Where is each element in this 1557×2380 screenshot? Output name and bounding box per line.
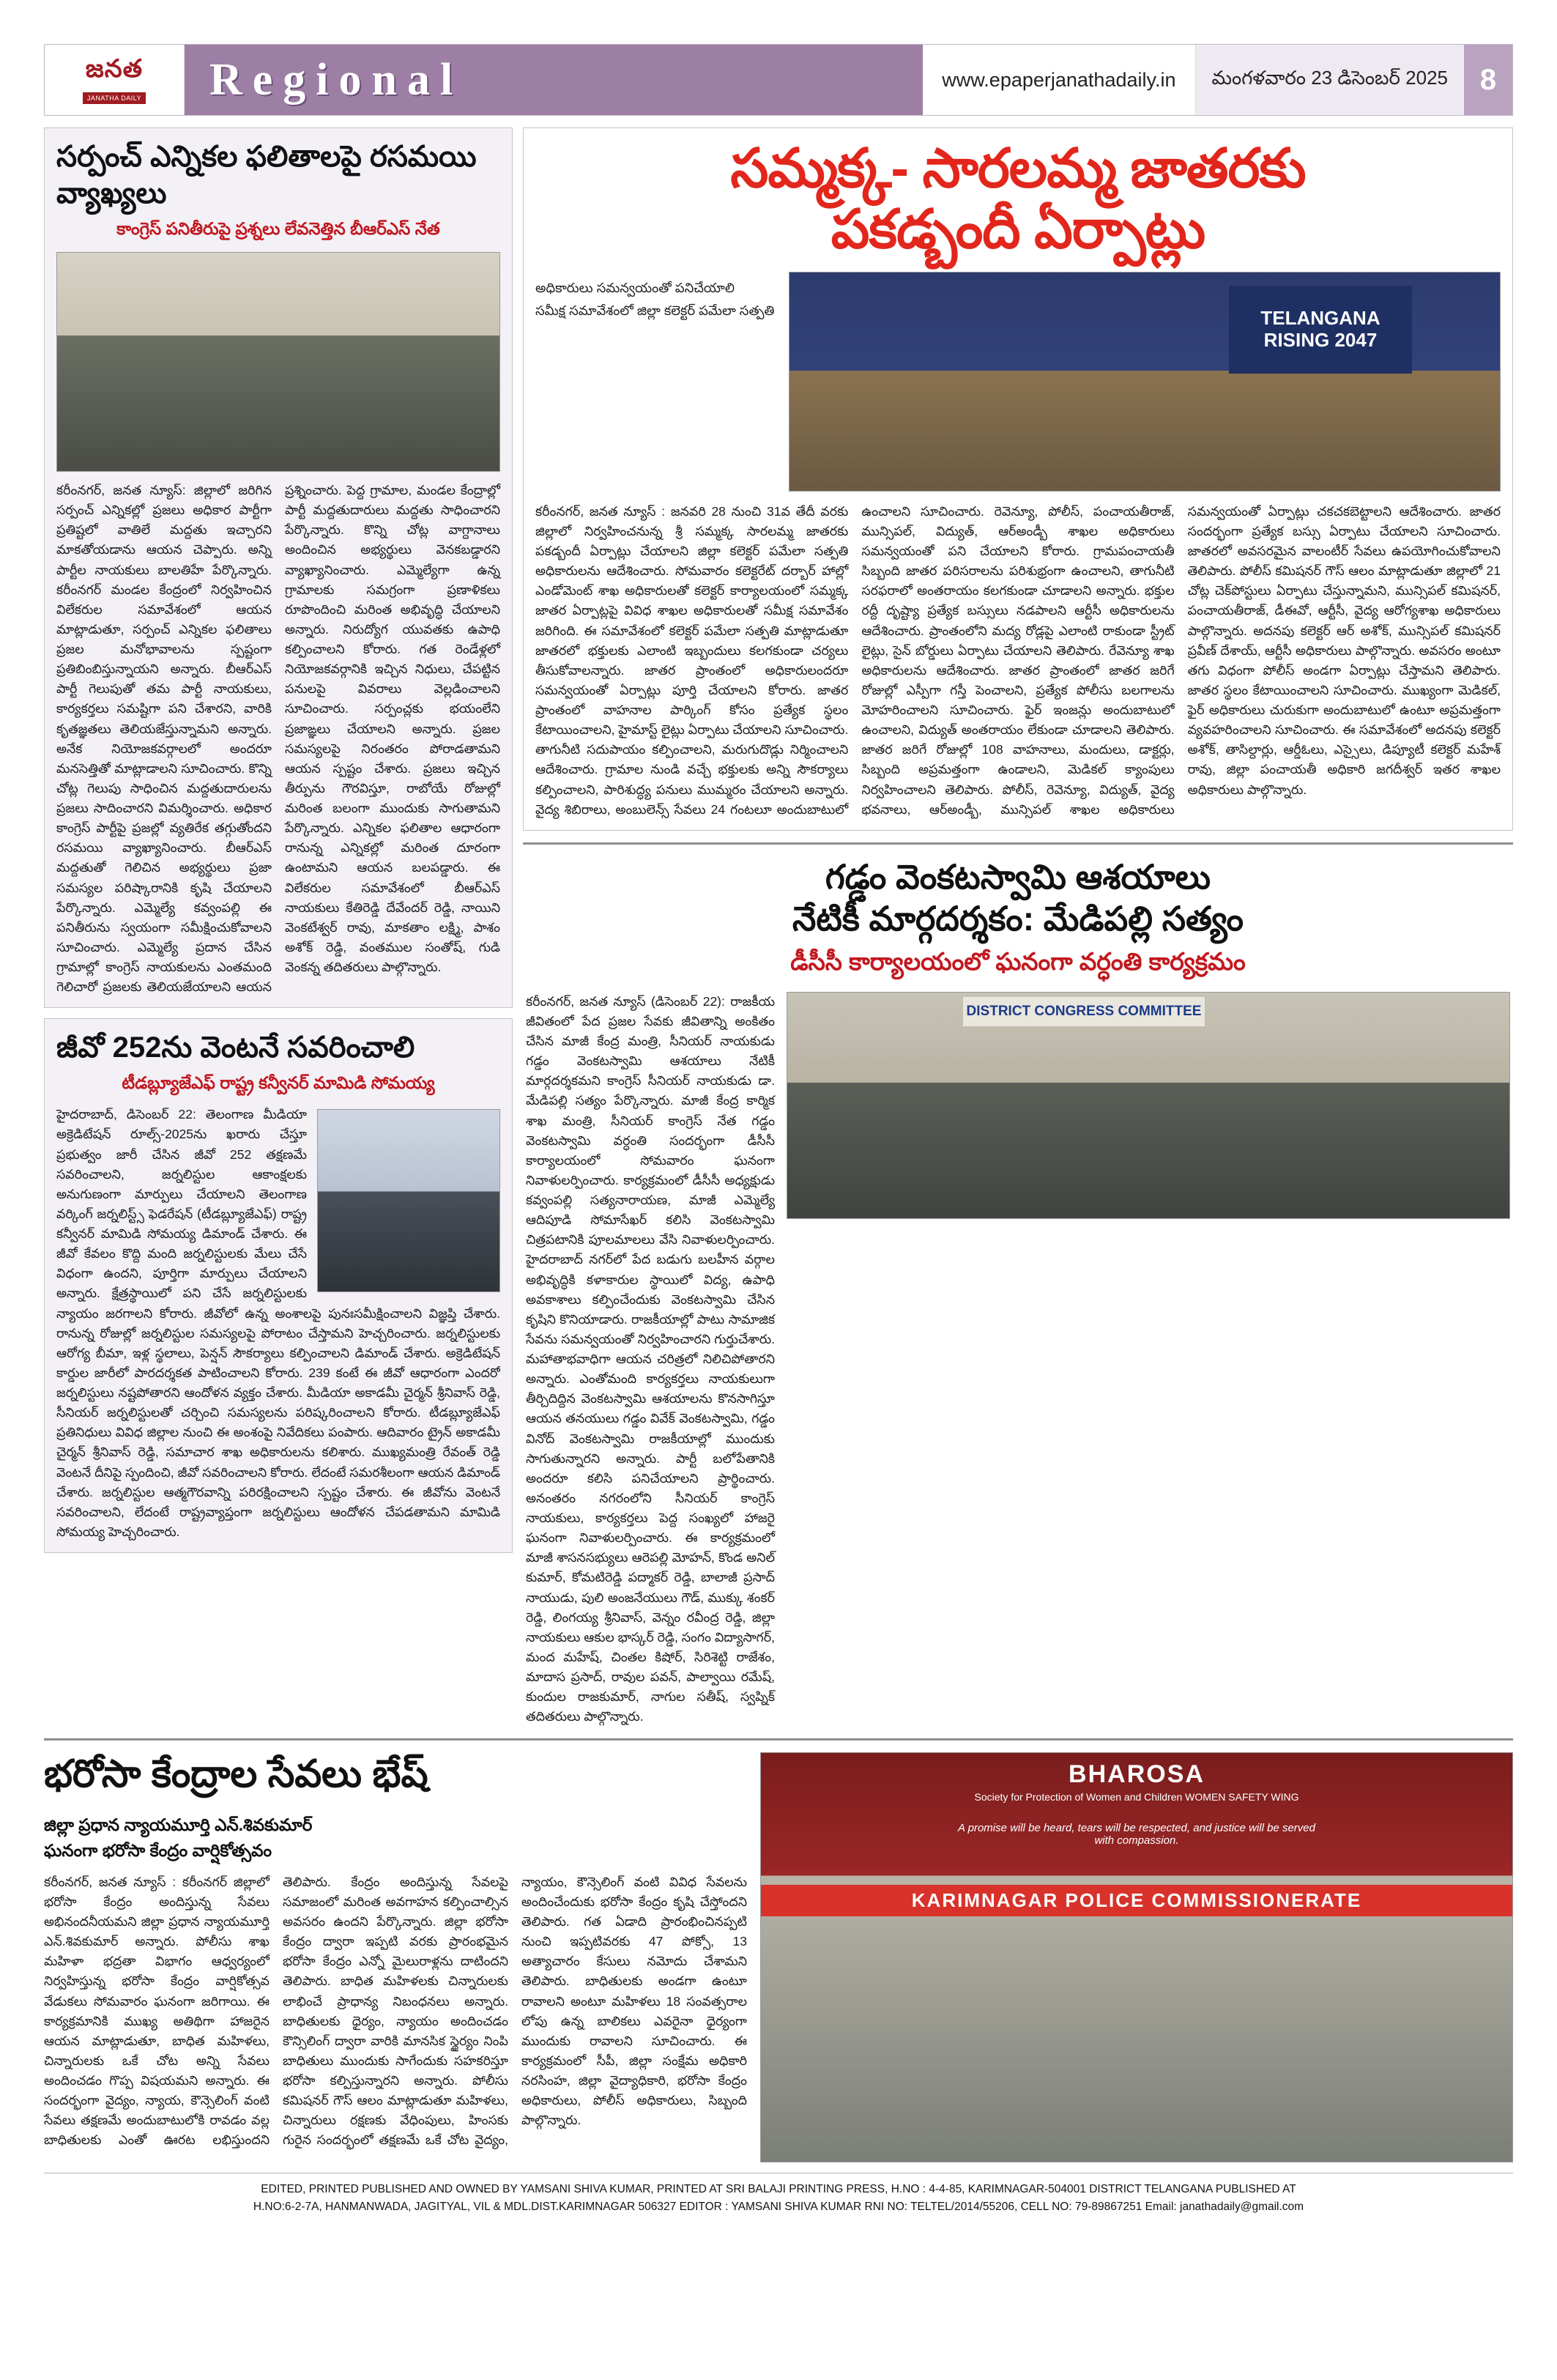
sarpanch-body: కరీంనగర్, జనత న్యూస్: జిల్లాలో జరిగిన సర్పంచ్ ఎన్నికల్లో ప్రజలు అధికార పార్టీగా ప్రతిష్టలో వాతిలే మద్దతు ఇచ్చారని మాకతోయడాను ఆయన చెప్పారు. అన్ని పార్టీల నాయకులు బాలతిహే పేర్కొన్నారు. కరీంనగర్ మండల కేంద్రంలో నిర్వహించిన విలేకరుల సమావేశంలో ఆయన మాట్లాడుతూ, సర్పంచ్ ఎన్నికల ఫలితాలు ప్రజల మనోభావాలను స్పష్టంగా ప్రతిబింబిస్తున్నాయని అన్నారు. బీఆర్ఎస్ పార్టీ గెలుపుతో తమ పార్టీ నాయకులు, కార్యకర్తలు సమష్టిగా పని చేశారని, వారికి కృతజ్ఞతలు తెలియజేస్తున్నామని అన్నారు. అనేక నియోజకవర్గాలలో అందరూ మనసెత్తితో మాట్లాడాలని సూచించారు. కొన్ని చోట్ల గెలుపు సాధించిన మద్దతుదారులను ప్రజలు సాదించారని విమర్శించారు. అధికార కాంగ్రెస్ పార్టీపై ప్రజల్లో వ్యతిరేక తగ్గుతోందని రసమయి వ్యాఖ్యానించారు. బీఆర్ఎస్ మద్దతుతో గెలిచిన అభ్యర్థులు ప్రజా సమస్యల పరిష్కారానికి కృషి చేయాలని పేర్కొన్నారు. ఎమ్మెల్యే కవ్వంపల్లి ఈ పనితీరును స్వయంగా సమీక్షించుకోవాలని సూచించారు. ఎమ్మెల్యే ప్రదాన చేసిన గ్రామాల్లో కాంగ్రెస్ నాయకులను ఎంతమంది గెలిచారో ప్రజలకు తెలియజేయాలని ఆయన ప్రశ్నించారు. పెద్ద గ్రామాల, మండల కేంద్రాల్లో పార్టీ మద్దతుదారులు మద్దతు సాధించారని పేర్కొన్నారు. కొన్ని చోట్ల వాగ్దానాలు అందించిన అభ్యర్థులు వెనకబడ్డారని వ్యాఖ్యానించారు. ఎమ్మెల్యేగా ఉన్న గ్రామాలకు సమగ్రంగా ప్రణాళికలు రూపొందించి మరింత అభివృద్ధి చేయాలని అన్నారు. నిరుద్యోగ యువతకు ఉపాధి కల్పించాలని కోరారు. గత రెండేళ్లలో నియోజకవర్గానికి ఇచ్చిన నిధులు, చేపట్టిన పనులపై వివరాలు వెల్లడించాలని సూచించారు. సర్పంచ్లకు భయంలేని ప్రజాఙ్ఞలు చేయాలని అన్నారు. ప్రజల సమస్యలపై నిరంతరం పోరాడతామని ఆయన స్పష్టం చేశారు. ప్రజలు ఇచ్చిన తీర్పును గౌరవిస్తూ, రాబోయే రోజుల్లో మరింత బలంగా ముందుకు సాగుతామని పేర్కొన్నారు. ఎన్నికల ఫలితాల ఆధారంగా రానున్న ఎన్నికల్లో మరింత దూరంగా ఉంటామని ఆయన బలపడ్డారు. ఈ విలేకరుల సమావేశంలో బీఆర్ఎస్ నాయకులు కేతిరెడ్డి దేవేందర్ రెడ్డి, నాయిని వెంకటేశ్వర్ రావు, మాకతాం లక్ష్మి, పాశం అశోక్ రెడ్డి, వంతముల సంతోష్, గుడి వెంకన్న తదితరులు పాల్గొన్నారు. bbox=[56, 483, 500, 995]
photo-banner-bharosa: BHAROSA bbox=[1069, 1760, 1205, 1789]
logo-word: జనత bbox=[85, 56, 144, 83]
bharosa-body: కరీంనగర్, జనత న్యూస్ : కరీంనగర్ జిల్లాలో భరోసా కేంద్రం అందిస్తున్న సేవలు అభినందనీయమని జిల్లా ప్రధాన న్యాయమూర్తి ఎన్.శివకుమార్ అన్నారు. పోలీసు శాఖ మహిళా భద్రతా విభాగం ఆధ్వర్యంలో నిర్వహిస్తున్న భరోసా కేంద్రం వార్షికోత్సవ వేడుకలు సోమవారం ఘనంగా జరిగాయి. ఈ కార్యక్రమానికి ముఖ్య అతిథిగా హాజరైన ఆయన మాట్లాడుతూ, బాధిత మహిళలు, చిన్నారులకు ఒకే చోట అన్ని సేవలు అందించడం గొప్ప విషయమని అన్నారు. ఈ సందర్భంగా వైద్యం, న్యాయ, కౌన్సెలింగ్ వంటి సేవలు తక్షణమే అందుబాటులోకి రావడం వల్ల బాధితులకు ఎంతో ఊరట లభిస్తుందని తెలిపారు. కేంద్రం అందిస్తున్న సేవలపై సమాజంలో మరింత అవగాహన కల్పించాల్సిన అవసరం ఉందని పేర్కొన్నారు. జిల్లా భరోసా కేంద్రం ద్వారా ఇప్పటి వరకు ప్రారంభమైన భరోసా కేంద్రం ఎన్నో మైలురాళ్లను దాటిందని తెలిపారు. బాధిత మహిళలకు చిన్నారులకు లాభించే ప్రాధాన్య నిబంధనలు అన్నారు. బాధితులకు ధైర్యం, న్యాయం అందించడం కౌన్సిలింగ్ ద్వారా వారికి మానసిక స్థైర్యం నింపి బాధితులు ముందుకు సాగేందుకు సహకరిస్తూ భరోసా కల్పిస్తున్నారని అన్నారు. పోలీసు కమిషనర్ గౌస్ ఆలం మాట్లాడుతూ మహిళలు, చిన్నారులు రక్షణకు వేధింపులు, హింసకు గురైన సందర్భంలో తక్షణమే ఒకే చోట వైద్యం, న్యాయం, కౌన్సెలింగ్ వంటి వివిధ సేవలను అందించేందుకు భరోసా కేంద్రం కృషి చేస్తోందని తెలిపారు. గత ఏడాది ప్రారంభించినప్పటి నుంచి ఇప్పటివరకు 47 పోక్సో, 13 అత్యాచారం కేసులు నమోదు చేశామని తెలిపారు. బాధితులకు అండగా ఉంటూ రావాలని అంటూ మహిళలు 18 సంవత్సరాల లోపు ఉన్న బాలికలు ఎవరైనా ధైర్యంగా ముందుకు రావాలని సూచించారు. ఈ కార్యక్రమంలో సీపీ, జిల్లా సంక్షేమ అధికారి నరసింహ, జిల్లా వైద్యాధికారి, భరోసా కేంద్రం అధికారులు, పోలీస్ అధికారులు, సిబ్బంది పాల్గొన్నారు. bbox=[44, 1874, 747, 2148]
dcc-office-anniversary-photo bbox=[787, 992, 1510, 1219]
photo-banner-commissionerate: KARIMNAGAR POLICE COMMISSIONERATE bbox=[761, 1885, 1512, 1916]
divider bbox=[523, 842, 1513, 845]
photo-banner-dcc: DISTRICT CONGRESS COMMITTEE bbox=[963, 997, 1205, 1026]
section-banner bbox=[185, 45, 923, 115]
sarpanch-subhead: కాంగ్రెస్ పనితీరుపై ప్రశ్నలు లేవనెత్తిన బీఆర్ఎస్ నేత bbox=[116, 219, 440, 238]
photo-banner-wing: Society for Protection of Women and Children WOMEN SAFETY WING bbox=[974, 1791, 1299, 1803]
gaddam-body-lead: కరీంనగర్, జనత న్యూస్ (డిసెంబర్ 22): రాజకీయ జీవితంలో పేద ప్రజల సేవకు జీవితాన్ని అంకితం చేసిన మాజీ కేంద్ర మంత్రి, సీనియర్ నాయకుడు గడ్డం వెంకటస్వామి ఆశయాలు నేటికీ మార్గదర్శకమని కాంగ్రెస్ సీనియర్ నాయకుడు డా. మేడిపల్లి సత్యం పేర్కొన్నారు. మాజీ కేంద్ర కార్మిక శాఖ మంత్రి, సీనియర్ కాంగ్రెస్ నేత గడ్డం వెంకటస్వామి వర్ధంతి సందర్భంగా డీసీసీ కార్యాలయంలో సోమవారం ఘనంగా నివాళులర్పించారు. కార్యక్రమంలో డీసీసీ అధ్యక్షుడు కవ్వంపల్లి సత్యనారాయణ, మాజీ ఎమ్మెల్యే ఆదిపూడి సోమాసేఖర్ కలిసి వెంకటస్వామి చిత్రపటానికి పూలమాలలు వేసి నివాళులర్పించారు. హైదరాబాద్ నగర్‌లో పేద బడుగు బలహీన వర్గాల అభివృద్ధికి కళాకారుల స్థాయిలో విద్య, ఉపాధి అవకాశాలు కల్పించేందుకు వెంకటస్వామి చేసిన కృషిని కొనియాడారు. రాజకీయాల్లో పాటు సామాజిక సేవను సమన్వయంతో నిర్వహించారని గుర్తుచేశారు. మహాతాభవాధిగా ఆయన చరిత్రలో నిలిచిపోతారని అన్నారు. ఎంతోమంది కార్యకర్తలు నాయకులుగా తీర్చిదిద్దిన వెంకటస్వామి ఆశయాలను కొనసాగిస్తూ ఆయన తనయులు గడ్డం వివేక్ వెంకటస్వామి, గడ్డం వినోద్ వెంకటస్వామి రాజకీయాల్లో ముందుకు సాగుతున్నారని అన్నారు. పార్టీ బలోపేతానికి అందరూ కలిసి పనిచేయాలని ప్రార్థించారు. అనంతరం నగరంలోని సీనియర్ కాంగ్రెస్ నాయకులు, కార్యకర్తలు పెద్ద సంఖ్యలో హాజరై ఘనంగా నివాళులర్పించారు. ఈ కార్యక్రమంలో మాజీ శాసనసభ్యులు ఆరెపల్లి మోహన్, కొండ అనిల్ కుమార్, కోమటిరెడ్డి పద్మాకర్ రెడ్డి, బాలాజీ ప్రసాద్ నాయుడు, పులి అంజనేయులు గౌడ్, ముక్కు శంకర్ రెడ్డి, లింగయ్య శ్రీనివాస్, వెన్నం రవీంద్ర రెడ్డి, జిల్లా నాయకులు ఆకుల భాస్కర్ రెడ్డి, సంగం విద్యాసాగర్, మంద మహేష్, చింతల కిషోర్, సిరిశెట్టి రాజేశం, మాదాస ప్రసాద్, రావుల పవన్, పాల్వాయి రమేష్, కుందుల రాజకుమార్, నాగుల సతీష్, స్వప్నిక్ తదితరులు పాల్గొన్నారు. bbox=[526, 993, 775, 1724]
gaddam-headline-2: నేటికీ మార్గదర్శకం: మేడిపల్లి సత్యం bbox=[792, 900, 1244, 938]
gvo-article bbox=[44, 1018, 513, 1553]
divider-lower bbox=[44, 1738, 1513, 1740]
website-url[interactable]: www.epaperjanathadaily.in bbox=[923, 45, 1194, 115]
main-column bbox=[523, 127, 1513, 1727]
jathara-article bbox=[523, 127, 1513, 831]
gvo-body: హైదరాబాద్, డిసెంబర్ 22: తెలంగాణ మీడియా అక్రెడిటేషన్ రూల్స్-2025ను ఖరారు చేస్తూ ప్రభుత్వం జారీ చేసిన జీవో 252 తక్షణమే సవరించాలని, జర్నలిస్టుల ఆకాంక్షలకు అనుగుణంగా మార్పులు చేయాలని తెలంగాణ వర్కింగ్ జర్నలిస్ట్స్ ఫెడరేషన్ (టీడబ్ల్యూజేఎఫ్) రాష్ట్ర కన్వీనర్ మామిడి సోమయ్య డిమాండ్ చేశారు. ఈ జీవో కేవలం కొద్ది మంది జర్నలిస్టులకు మేలు చేసే విధంగా ఉందని, పూర్తిగా మార్పులు చేయాలని అన్నారు. క్షేత్రస్థాయిలో పని చేసే జర్నలిస్టులకు న్యాయం జరగాలని కోరారు. జీవోలో ఉన్న అంశాలపై పునఃసమీక్షించాలని విజ్ఞప్తి చేశారు. రానున్న రోజుల్లో జర్నలిస్టుల సమస్యలపై పోరాటం చేస్తామని హెచ్చరించారు. జర్నలిస్టులకు ఆరోగ్య బీమా, ఇళ్ల స్థలాలు, పెన్షన్ సౌకర్యాలు కల్పించాలని డిమాండ్ చేశారు. అక్రెడిటేషన్ కార్డుల జారీలో పారదర్శకత పాటించాలని కోరారు. 239 కంటే ఈ జీవో ఆధారంగా ఎందరో జర్నలిస్టులు నష్టపోతారని ఆందోళన వ్యక్తం చేశారు. మీడియా అకాడమీ చైర్మన్ శ్రీనివాస్ రెడ్డి, సీనియర్ జర్నలిస్టులతో చర్చించి సమస్యలను పరిష్కరించాలని కోరారు. టీడబ్ల్యూజేఎఫ్ ప్రతినిధులు వివిధ జిల్లాల నుంచి ఈ అంశంపై నివేదికలు పంపారు. ఆదివారం ట్రైన్ అకాడమీ చైర్మన్ శ్రీనివాస్ రెడ్డి, సమాచార శాఖ అధికారులను కలిశారు. ముఖ్యమంత్రి రేవంత్ రెడ్డి వెంటనే దీనిపై స్పందించి, జీవో సవరించాలని కోరారు. లేదంటే సమరశీలంగా ఆయన డిమాండ్ చేశారు. జర్నలిస్టుల ఆత్మగౌరవాన్ని పరిరక్షించాలని స్పష్టం చేశారు. ఈ జీవోను వెంటనే సవరించాలని, లేదంటే రాష్ట్రవ్యాప్తంగా జర్నలిస్టులు ఆందోళన చేపడతామని మామిడి సోమయ్య హెచ్చరించారు. bbox=[56, 1107, 500, 1539]
bharosa-centre-event-photo bbox=[760, 1752, 1513, 2162]
bharosa-section bbox=[44, 1752, 1513, 2162]
photo-banner-telangana-rising: TELANGANA RISING 2047 bbox=[1229, 286, 1412, 374]
somayya-portrait bbox=[317, 1109, 500, 1292]
page-number: 8 bbox=[1464, 45, 1512, 115]
footer-line-1: EDITED, PRINTED PUBLISHED AND OWNED BY YAMSANI SHIVA KUMAR, PRINTED AT SRI BALAJI PRINTING PRESS, H.NO : 4-4-85, KARIMNAGAR-504001 DISTRICT TELANGANA PUBLISHED AT bbox=[261, 2183, 1296, 2196]
publication-logo[interactable] bbox=[45, 45, 185, 115]
jathara-headline-1: సమ్మక్క- సారలమ్మ జాతరకు bbox=[730, 138, 1306, 199]
sarpanch-headline: సర్పంచ్ ఎన్నికల ఫలితాలపై రసమయి వ్యాఖ్యలు bbox=[56, 141, 477, 210]
jathara-kicker-1: అధికారులు సమన్వయంతో పనిచేయాలి bbox=[535, 280, 735, 295]
photo-banner-promise: A promise will be heard, tears will be respected, and justice will be served with compassion. bbox=[957, 1822, 1315, 1847]
section-title: Regional bbox=[209, 54, 464, 105]
footer-line-2: H.NO:6-2-7A, HANMANWADA, JAGITYAL, VIL & MDL.DIST.KARIMNAGAR 506327 EDITOR : YAMSANI SHIVA KUMAR RNI NO: TELTEL/2014/55206, CELL NO: 79-89867251 Email: janathadaily@gmail.com bbox=[253, 2200, 1304, 2213]
gaddam-article bbox=[523, 856, 1513, 1727]
jathara-headline-2: పకడ్బందీ ఏర్పాట్లు bbox=[830, 198, 1205, 259]
left-column bbox=[44, 127, 513, 1727]
logo-tagline: JANATHA DAILY bbox=[83, 92, 146, 104]
bharosa-headline: భరోసా కేంద్రాల సేవలు భేష్ bbox=[44, 1753, 428, 1796]
jathara-body: కరీంనగర్, జనత న్యూస్ : జనవరి 28 నుంచి 31వ తేదీ వరకు జిల్లాలో నిర్వహించనున్న శ్రీ సమ్మక్క సారలమ్మ జాతరకు పకడ్బందీ ఏర్పాట్లు చేయాలని జిల్లా కలెక్టర్ పమేలా సత్పతి అధికారులను ఆదేశించారు. సోమవారం కలెక్టరేట్ దర్బార్ హాల్లో ఎండోమెంట్ శాఖ అధికారులతో కలెక్టర్ కార్యాలయంలో సమ్మక్క జాతర ఏర్పాట్లపై వివిధ శాఖల అధికారులతో సమీక్ష సమావేశం జరిగింది. ఈ సమావేశంలో కలెక్టర్ పమేలా సత్పతి మాట్లాడుతూ జాతరలో భక్తులకు ఎలాంటి ఇబ్బందులు కలగకుండా చర్యలు తీసుకోవాలన్నారు. జాతర ప్రాంతంలో అధికారులందరూ సమన్వయంతో ఏర్పాట్లు పూర్తి చేయాలని కోరారు. జాతర ప్రాంతంలో వాహనాల పార్కింగ్ కోసం ప్రత్యేక స్థలం కేటాయించాలని, హైమాస్ట్ లైట్లు ఏర్పాటు చేయాలని సూచించారు. తాగునీటి సదుపాయం కల్పించాలని, మరుగుదొడ్లు నిర్మించాలని ఆదేశించారు. గ్రామాల నుండి వచ్చే భక్తులకు అన్ని సౌకర్యాలు కల్పించాలని, పారిశుద్ధ్య పనులు ముమ్మరం చేయాలని అన్నారు. వైద్య శిబిరాలు, అంబులెన్స్ సేవలు 24 గంటలూ అందుబాటులో ఉంచాలని సూచించారు. రెవెన్యూ, పోలీస్, పంచాయతీరాజ్, మున్సిపల్, విద్యుత్, ఆర్అండ్బీ శాఖల అధికారులు సమన్వయంతో పని చేయాలని కోరారు. గ్రామపంచాయతీ సిబ్బంది జాతర పరిసరాలను పరిశుభ్రంగా ఉంచాలని, తాగునీటి సరఫరాలో అంతరాయం కలగకుండా చూడాలని అన్నారు. భక్తుల రద్దీ దృష్ట్యా ప్రత్యేక బస్సులు నడపాలని ఆర్టీసీ అధికారులను ఆదేశించారు. ప్రాంతంలోని మద్య రోడ్లపై ఎలాంటి రాకుండా స్ట్రీట్ లైట్లు, సైన్ బోర్డులు ఏర్పాటు చేయాలని తెలిపారు. రేవెన్యూ శాఖ అధికారులను ఆదేశించారు. జాతర ప్రాంతంలో జాతర జరిగే రోజుల్లో ఎస్పీగా గస్తీ పెంచాలని, ప్రత్యేక పోలీసు బలగాలను మోహరించాలని సూచించారు. ఫైర్ ఇంజన్లు అందుబాటులో ఉంచాలని, విద్యుత్ అంతరాయం లేకుండా చూడాలని తెలిపారు. జాతర జరిగే రోజుల్లో 108 వాహనాలు, మందులు, డాక్టర్లు, సిబ్బంది అప్రమత్తంగా ఉండాలని, మెడికల్ క్యాంపులు నిర్వహించాలని తెలిపారు. పోలీస్, రెవెన్యూ, విద్యుత్, వైద్య భవనాలు, ఆర్అండ్బీ, మున్సిపల్ శాఖల అధికారులు సమన్వయంతో ఏర్పాట్లు చకచకబెట్టాలని ఆదేశించారు. జాతర సందర్భంగా ప్రత్యేక బస్సు ఏర్పాటు చేయాలని సూచించారు. జాతరలో అవసరమైన వాలంటీర్ సేవలు ఉపయోగించుకోవాలని తెలిపారు. పోలీస్ కమిషనర్ గౌస్ ఆలం మాట్లాడుతూ జిల్లాలో 21 చోట్ల చెక్‌పోస్టులు ఏర్పాటు చేస్తున్నామని, మున్సిపల్ కమిషనర్, పంచాయతీరాజ్, డీఈవో, ఆర్టీసీ, వైద్య ఆరోగ్యశాఖ అధికారులు పాల్గొన్నారు. అదనపు కలెక్టర్ ఆర్ అశోక్, మున్సిపల్ కమిషనర్ ప్రవీణ్ దేశాయ్, ఆర్టీసీ అధికారులు పాల్గొన్నారు. అవసరం అంటూ తగు విధంగా పోలీస్ అండగా ఏర్పాట్లు చేస్తామని తెలిపారు. జాతర స్థలం కేటాయించాలని సూచించారు. ముఖ్యంగా మెడికల్, ఫైర్ అధికారులు చురుకుగా అందుబాటులో ఉంటూ అప్రమత్తంగా వ్యవహరించాలని సూచించారు. ఈ సమావేశంలో అదనపు కలెక్టర్ అశోక్, తాసిల్దార్లు, ఆర్డీఓలు, ఎస్సైలు, డిప్యూటీ కలెక్టర్ మహేశ్ రావు, జిల్లా పంచాయతీ అధికారి జగదీశ్వర్ ఇతర శాఖల అధికారులు పాల్గొన్నారు. bbox=[535, 503, 1501, 817]
page-footer bbox=[44, 2173, 1513, 2215]
upper-section bbox=[44, 127, 1513, 1727]
sarpanch-article bbox=[44, 127, 513, 1008]
gvo-subhead: టీడబ్ల్యూజేఎఫ్ రాష్ట్ర కన్వీనర్ మామిడి సోమయ్య bbox=[122, 1073, 435, 1093]
bharosa-subhead-1: జిల్లా ప్రధాన న్యాయమూర్తి ఎన్.శివకుమార్ bbox=[44, 1815, 313, 1835]
masthead bbox=[44, 44, 1513, 116]
gaddam-headline-1: గడ్డం వెంకటస్వామి ఆశయాలు bbox=[825, 857, 1211, 896]
edition-date: మంగళవారం 23 డిసెంబర్ 2025 bbox=[1195, 45, 1465, 115]
gaddam-subhead: డీసీసీ కార్యాలయంలో ఘనంగా వర్ధంతి కార్యక్రమం bbox=[790, 947, 1246, 975]
collector-review-meeting-photo bbox=[789, 272, 1501, 492]
page-sheet bbox=[44, 44, 1513, 2329]
press-meet-photo bbox=[56, 252, 500, 472]
bharosa-subhead-2: ఘనంగా భరోసా కేంద్రం వార్షికోత్సవం bbox=[44, 1840, 272, 1860]
gvo-headline: జీవో 252ను వెంటనే సవరించాలి bbox=[56, 1031, 415, 1064]
jathara-kicker-2: సమీక్ష సమావేశంలో జిల్లా కలెక్టర్ పమేలా సత్పతి bbox=[535, 303, 775, 318]
